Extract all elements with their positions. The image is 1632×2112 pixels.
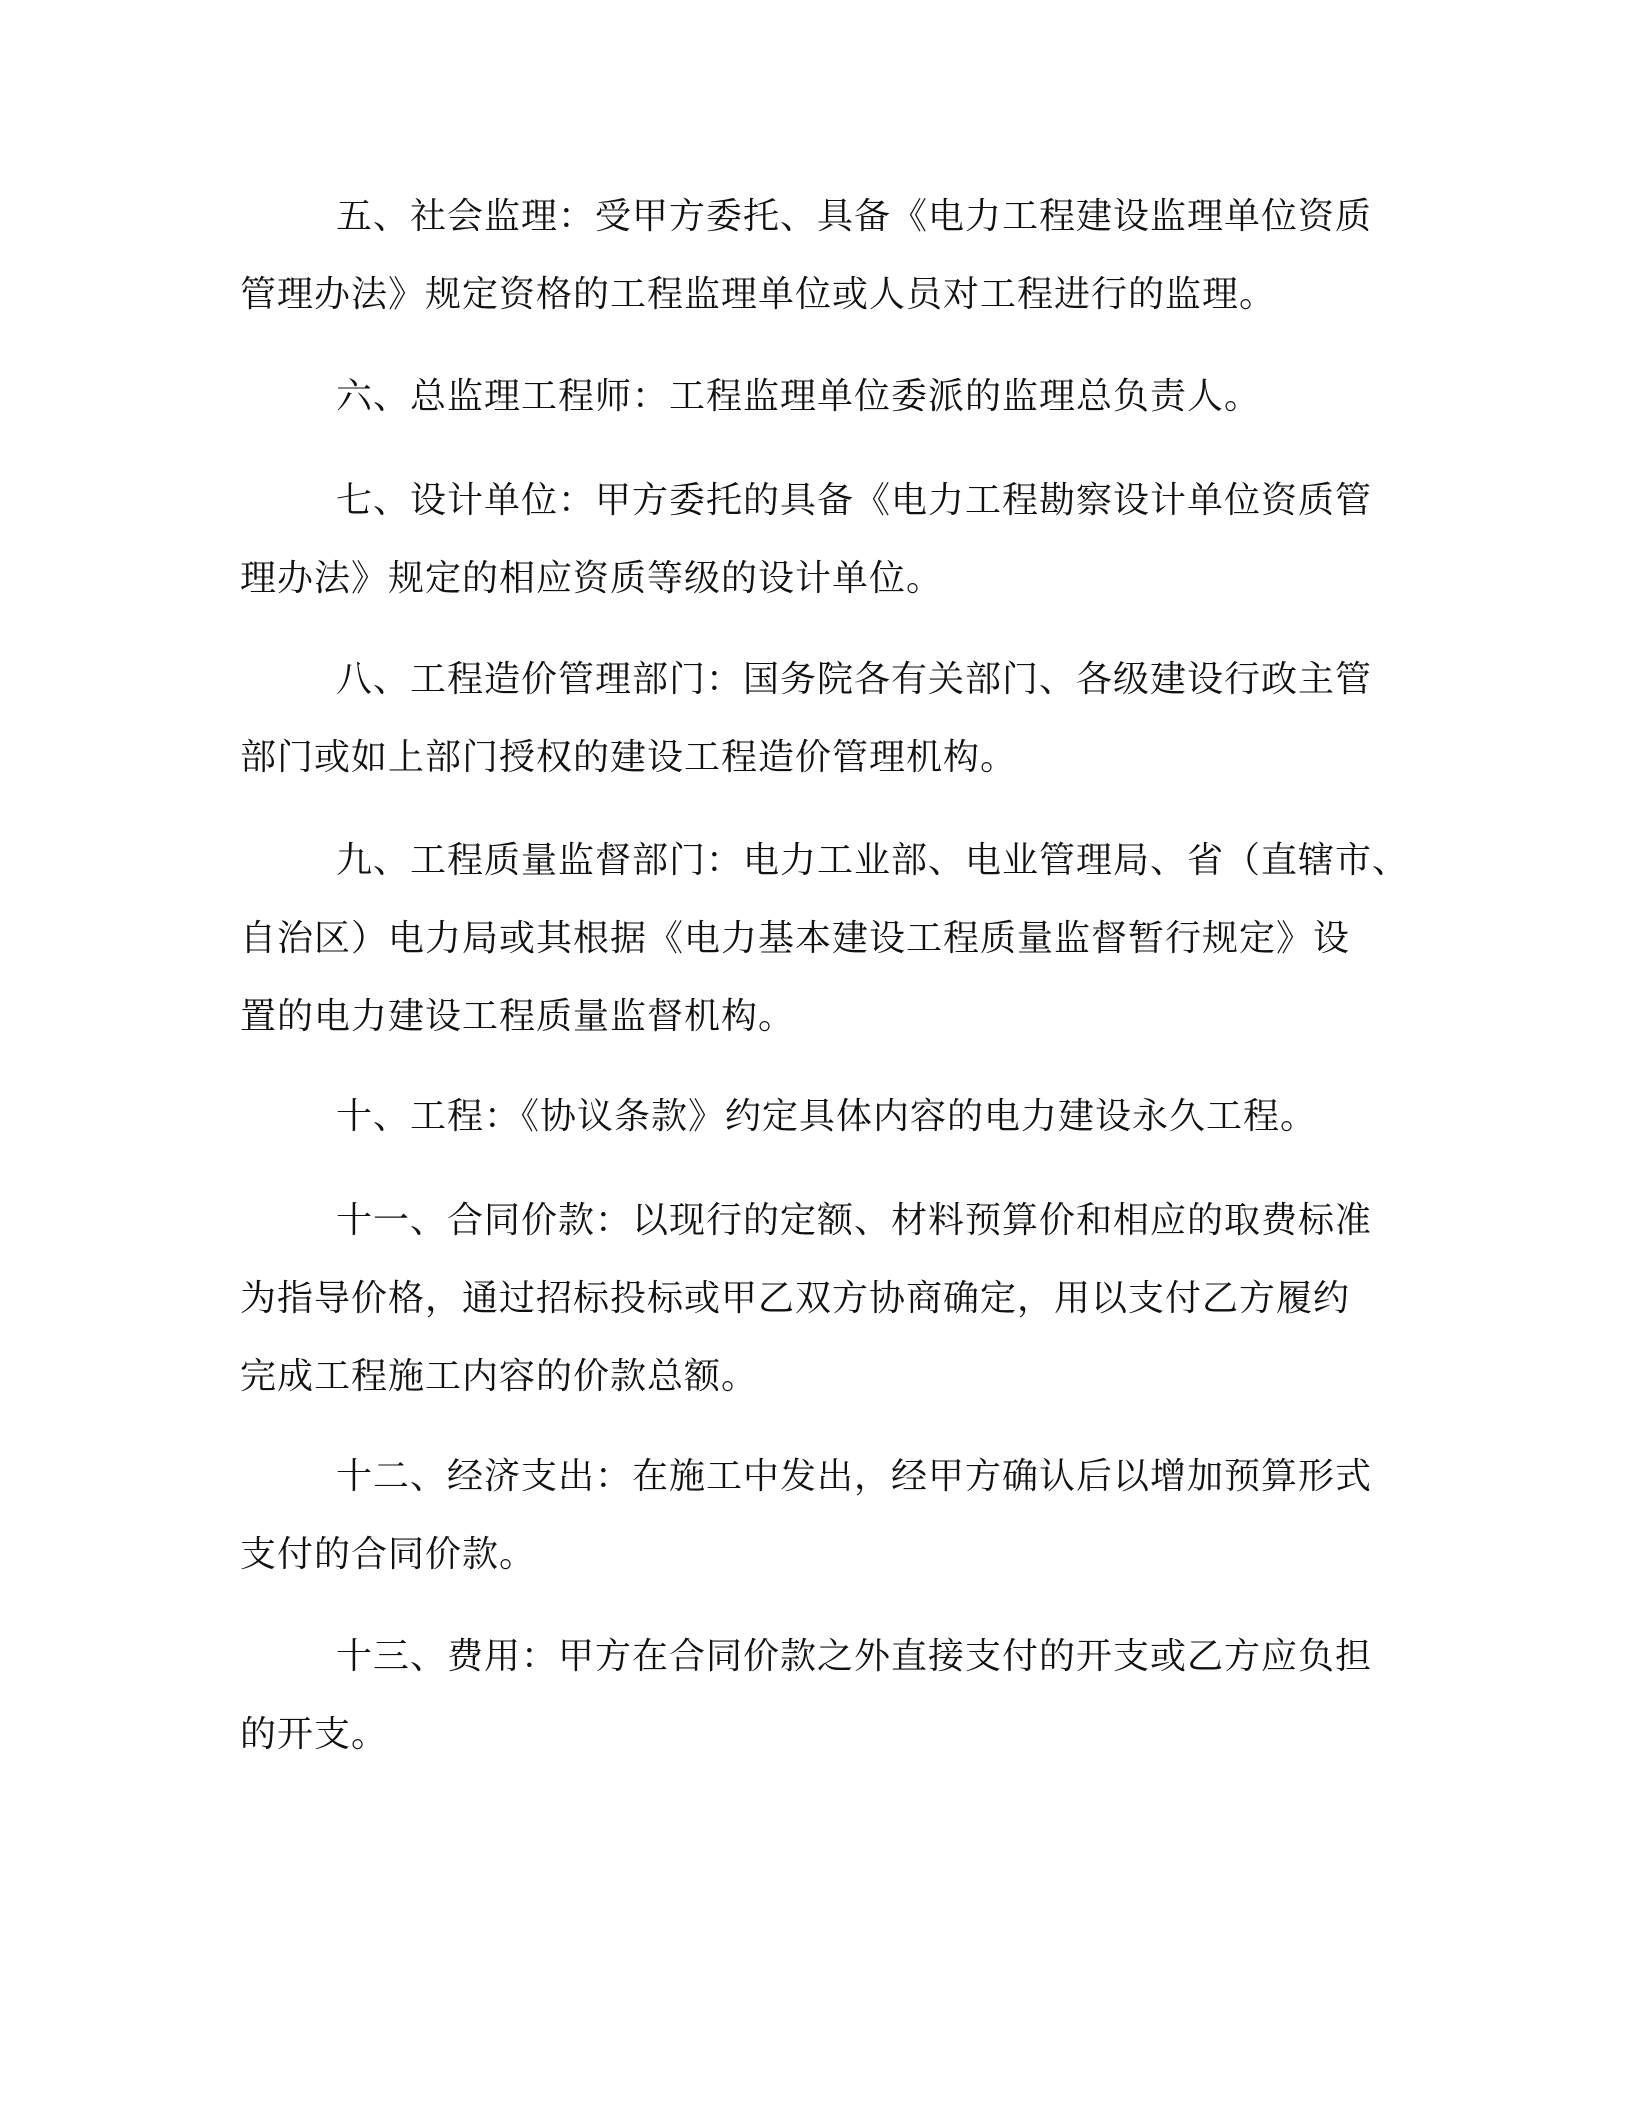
paragraph-line: 六、总监理工程师：工程监理单位委派的监理总负责人。 <box>336 376 1262 417</box>
paragraph-line: 九、工程质量监督部门：电力工业部、电业管理局、省（直辖市、 <box>336 840 1410 881</box>
paragraph-line: 为指导价格，通过招标投标或甲乙双方协商确定，用以支付乙方履约 <box>240 1278 1351 1319</box>
paragraph-6-chief-supervisor <box>240 358 1400 436</box>
paragraph-line: 部门或如上部门授权的建设工程造价管理机构。 <box>240 737 1018 778</box>
paragraph-line: 十二、经济支出：在施工中发出，经甲方确认后以增加预算形式 <box>336 1456 1373 1497</box>
paragraph-9-quality-supervision <box>240 822 1410 1056</box>
paragraph-line: 支付的合同价款。 <box>240 1534 537 1575</box>
paragraph-line: 完成工程施工内容的价款总额。 <box>240 1356 759 1397</box>
paragraph-line: 八、工程造价管理部门：国务院各有关部门、各级建设行政主管 <box>336 659 1373 700</box>
paragraph-line: 理办法》规定的相应资质等级的设计单位。 <box>240 558 944 599</box>
paragraph-line: 管理办法》规定资格的工程监理单位或人员对工程进行的监理。 <box>240 274 1277 315</box>
paragraph-line: 自治区）电力局或其根据《电力基本建设工程质量监督暂行规定》设 <box>240 918 1351 959</box>
paragraph-line: 十、工程：《协议条款》约定具体内容的电力建设永久工程。 <box>336 1096 1318 1137</box>
paragraph-11-contract-price <box>240 1182 1400 1416</box>
paragraph-10-project <box>240 1078 1400 1156</box>
paragraph-line: 十一、合同价款：以现行的定额、材料预算价和相应的取费标准 <box>336 1200 1373 1241</box>
paragraph-line: 的开支。 <box>240 1714 389 1755</box>
paragraph-13-expenses <box>240 1618 1400 1774</box>
paragraph-line: 七、设计单位：甲方委托的具备《电力工程勘察设计单位资质管 <box>336 480 1373 521</box>
paragraph-line: 五、社会监理：受甲方委托、具备《电力工程建设监理单位资质 <box>336 196 1373 237</box>
paragraph-12-economic-expenditure <box>240 1438 1400 1594</box>
paragraph-line: 十三、费用：甲方在合同价款之外直接支付的开支或乙方应负担 <box>336 1636 1373 1677</box>
paragraph-7-design-unit <box>240 462 1400 618</box>
paragraph-5-social-supervision <box>240 178 1400 334</box>
paragraph-8-cost-management <box>240 641 1400 797</box>
paragraph-line: 置的电力建设工程质量监督机构。 <box>240 996 796 1037</box>
